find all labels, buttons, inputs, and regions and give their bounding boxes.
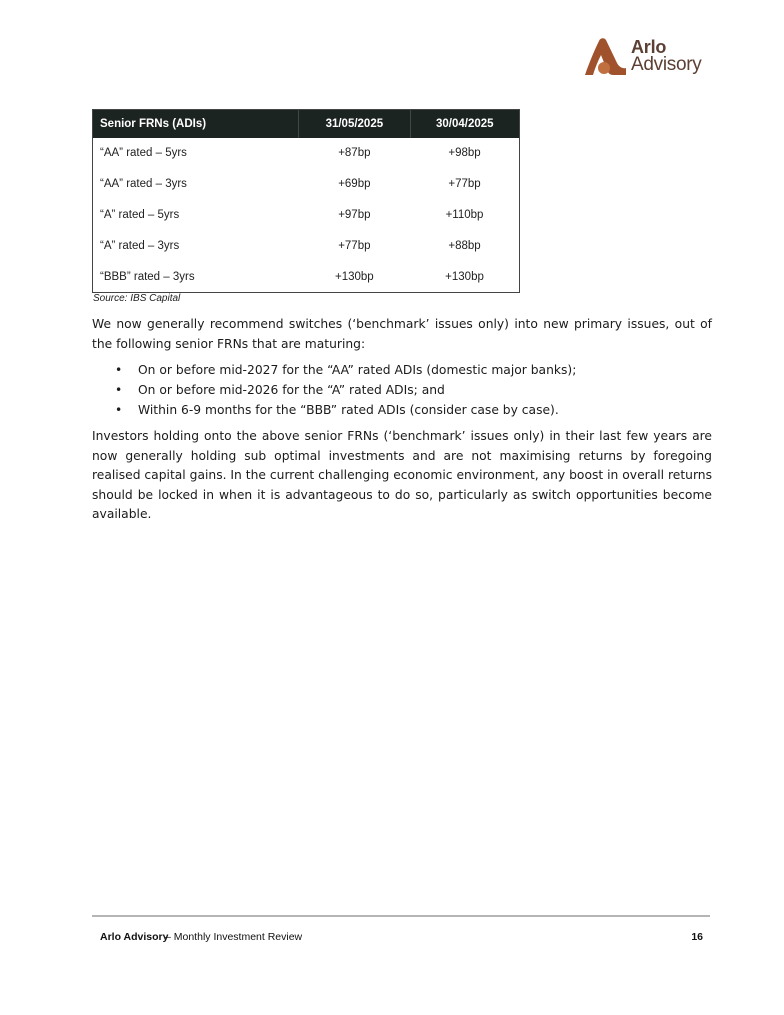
footer-divider xyxy=(92,915,710,917)
spread-may-2025: +97bp xyxy=(338,208,371,221)
table-row xyxy=(93,200,520,231)
row-label: “AA” rated – 5yrs xyxy=(100,147,187,160)
table-header-row xyxy=(93,110,520,139)
body-paragraph-investors: Investors holding onto the above senior FRNs (‘benchmark’ issues only) in their last few years are now generally holding sub optimal investments and are not maximising returns by foregoing realised capital gains. In the current challenging economic environment, any boost in overall returns should be locked in when it is advantageous to do so, particularly as switch opportunities become available. xyxy=(92,429,712,521)
bullet-icon: • xyxy=(115,363,123,377)
spread-apr-2025: +88bp xyxy=(448,239,481,252)
page-number: 16 xyxy=(691,931,703,943)
logo-text-arlo: Arlo xyxy=(631,37,667,57)
senior-frn-spreads-table xyxy=(92,109,520,293)
maturity-bullet-list xyxy=(92,360,576,420)
bullet-icon: • xyxy=(115,403,123,417)
footer-brand: Arlo Advisory xyxy=(100,931,169,943)
bullet-text: On or before mid-2026 for the “A” rated ADIs; and xyxy=(138,383,445,397)
row-label: “BBB” rated – 3yrs xyxy=(100,270,195,283)
body-paragraph-recommendation: We now generally recommend switches (‘benchmark’ issues only) into new primary issues, out of the following senior FRNs that are maturing: xyxy=(92,317,712,351)
table-source-note: Source: IBS Capital xyxy=(93,293,181,304)
list-item xyxy=(92,360,576,380)
row-label: “A” rated – 3yrs xyxy=(100,239,180,252)
logo-text-advisory: Advisory xyxy=(631,54,702,75)
spread-may-2025: +69bp xyxy=(338,178,371,191)
spread-may-2025: +77bp xyxy=(338,239,371,252)
spread-apr-2025: +77bp xyxy=(448,178,481,191)
column-header-security: Senior FRNs (ADIs) xyxy=(93,110,299,139)
bullet-text: Within 6-9 months for the “BBB” rated ADIs (consider case by case). xyxy=(138,403,559,417)
spread-apr-2025: +130bp xyxy=(445,270,484,283)
table-row xyxy=(93,138,520,169)
bullet-text: On or before mid-2027 for the “AA” rated ADIs (domestic major banks); xyxy=(138,363,577,377)
table-row xyxy=(93,230,520,261)
column-header-apr-2025: 30/04/2025 xyxy=(410,110,519,139)
column-header-may-2025: 31/05/2025 xyxy=(299,110,410,139)
row-label: “A” rated – 5yrs xyxy=(100,208,180,221)
spread-may-2025: +87bp xyxy=(338,147,371,160)
list-item xyxy=(92,380,576,400)
table-row xyxy=(93,261,520,292)
spread-apr-2025: +110bp xyxy=(445,208,484,221)
spread-apr-2025: +98bp xyxy=(448,147,481,160)
footer-publication-title: – Monthly Investment Review xyxy=(165,931,303,943)
table-row xyxy=(93,169,520,200)
row-label: “AA” rated – 3yrs xyxy=(100,178,187,191)
list-item xyxy=(92,400,576,420)
spread-may-2025: +130bp xyxy=(335,270,374,283)
bullet-icon: • xyxy=(115,383,123,397)
arlo-advisory-logo xyxy=(583,35,713,79)
arlo-logo-icon xyxy=(583,35,627,77)
